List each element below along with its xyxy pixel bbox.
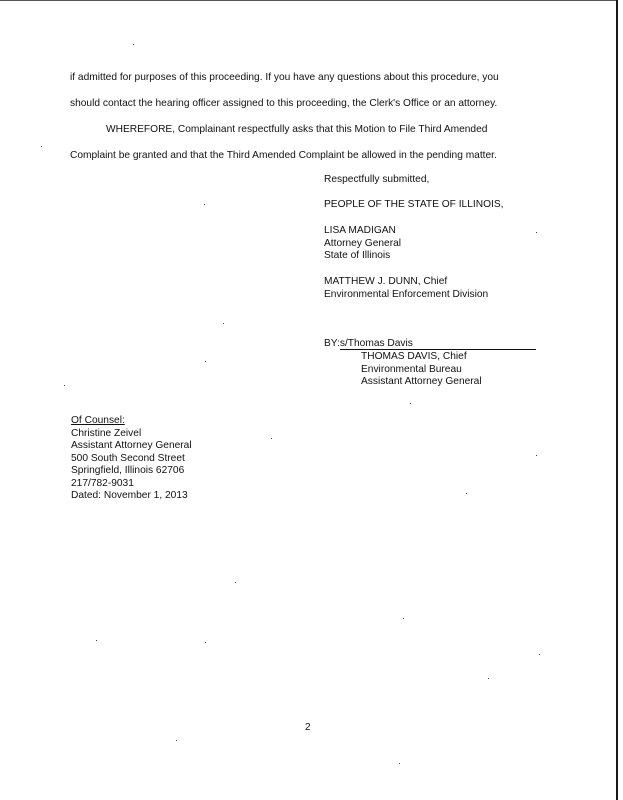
counsel-phone: 217/782-9031 bbox=[71, 477, 134, 489]
ag-name: LISA MADIGAN bbox=[324, 225, 396, 236]
scan-speck bbox=[410, 403, 411, 404]
body-line-1: if admitted for purposes of this proceeding. If you have any questions about this procedure, you bbox=[70, 72, 499, 83]
by-signature: s/Thomas Davis bbox=[339, 338, 413, 349]
scan-speck bbox=[536, 232, 537, 233]
scan-speck bbox=[539, 654, 540, 655]
dated-line: Dated: November 1, 2013 bbox=[71, 490, 188, 501]
counsel-title: Assistant Attorney General bbox=[71, 440, 192, 451]
scan-speck bbox=[205, 361, 206, 362]
scan-speck bbox=[271, 438, 272, 439]
scan-speck bbox=[488, 678, 489, 679]
counsel-heading: Of Counsel: bbox=[71, 415, 125, 426]
body-line-3: WHEREFORE, Complainant respectfully asks that this Motion to File Third Amended bbox=[106, 124, 488, 135]
party-name: PEOPLE OF THE STATE OF ILLINOIS, bbox=[324, 199, 504, 210]
signer-name: THOMAS DAVIS, Chief bbox=[361, 351, 467, 362]
signature-underline bbox=[340, 338, 536, 350]
signer-block bbox=[361, 351, 482, 389]
signer-bureau: Environmental Bureau bbox=[361, 363, 462, 375]
body-line-4: Complaint be granted and that the Third Amended Complaint be allowed in the pending matter. bbox=[70, 150, 497, 161]
chief-division: Environmental Enforcement Division bbox=[324, 288, 489, 300]
body-line-2: should contact the hearing officer assigned to this proceeding, the Clerk's Office or an attorney. bbox=[70, 98, 498, 109]
by-signature-line bbox=[324, 338, 536, 350]
scan-speck bbox=[466, 493, 467, 494]
scan-speck bbox=[204, 204, 205, 205]
scan-speck bbox=[64, 385, 65, 386]
page-right-edge bbox=[616, 0, 618, 800]
chief-block bbox=[324, 276, 488, 301]
scan-speck bbox=[223, 323, 224, 324]
page-top-edge bbox=[0, 0, 618, 1]
counsel-street: 500 South Second Street bbox=[71, 452, 185, 464]
scan-speck bbox=[176, 740, 177, 741]
ag-title: Attorney General bbox=[324, 237, 402, 249]
scan-speck bbox=[235, 582, 236, 583]
scan-speck bbox=[536, 455, 537, 456]
counsel-city: Springfield, Illinois 62706 bbox=[71, 465, 185, 476]
page-number: 2 bbox=[305, 722, 311, 733]
scan-speck bbox=[403, 618, 404, 619]
scan-speck bbox=[205, 642, 206, 643]
ag-state: State of Illinois bbox=[324, 250, 391, 261]
closing-text: Respectfully submitted, bbox=[324, 174, 430, 185]
by-label: BY: bbox=[324, 338, 340, 349]
counsel-name: Christine Zeivel bbox=[71, 427, 142, 439]
counsel-block bbox=[71, 415, 192, 503]
signer-title: Assistant Attorney General bbox=[361, 376, 482, 387]
attorney-general-block bbox=[324, 225, 401, 263]
scan-speck bbox=[133, 44, 134, 45]
scan-speck bbox=[96, 640, 97, 641]
scan-speck bbox=[41, 146, 42, 147]
scan-speck bbox=[399, 763, 400, 764]
chief-name: MATTHEW J. DUNN, Chief bbox=[324, 276, 448, 287]
